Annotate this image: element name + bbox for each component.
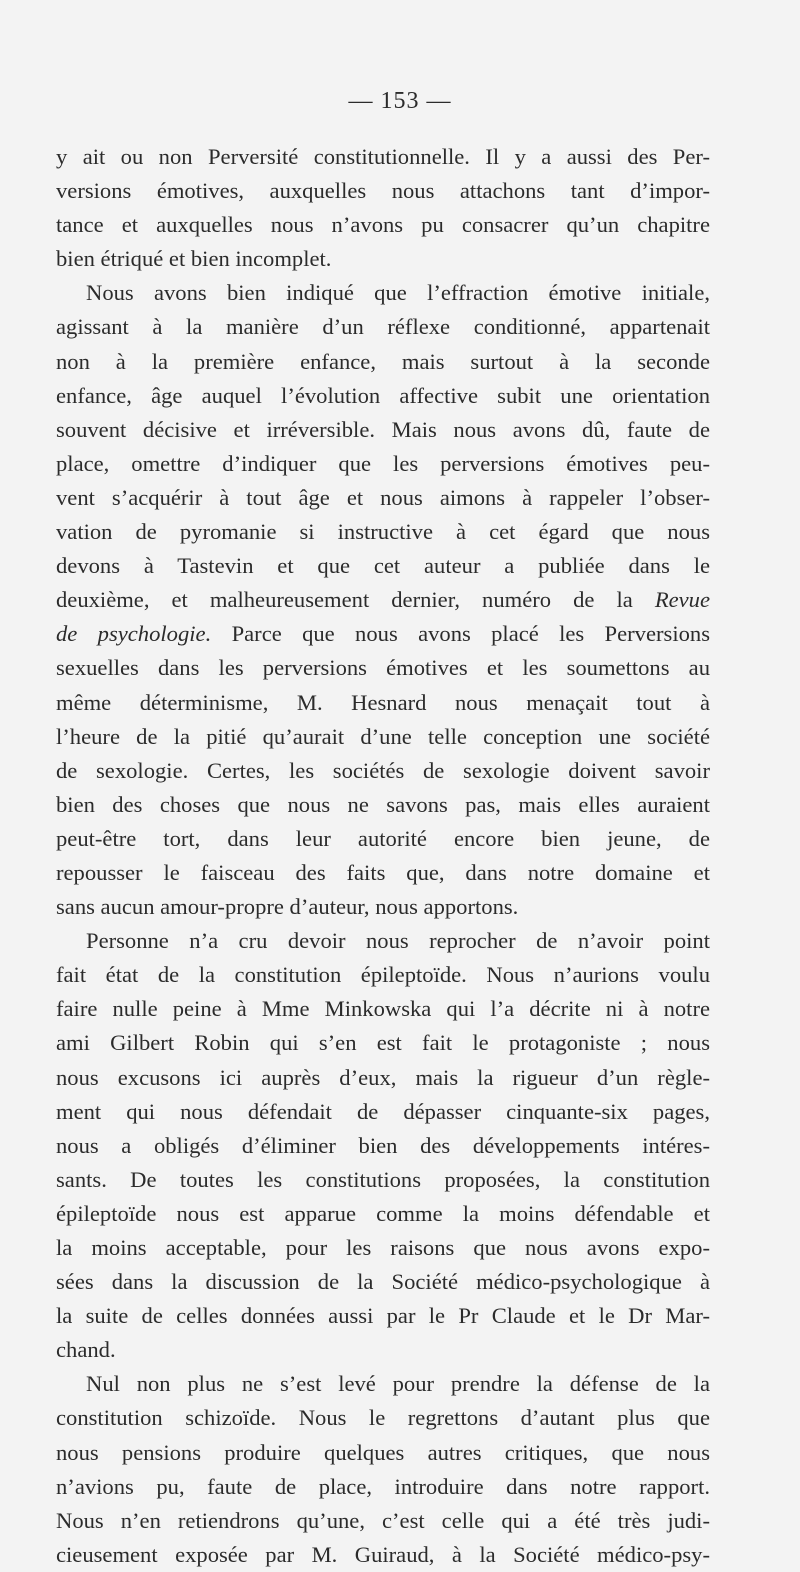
- text-line: [56, 1231, 710, 1265]
- text-line: [56, 720, 710, 754]
- text-line: [56, 1197, 710, 1231]
- line-text: nous pensions produire quelques autres critiques, que nous: [56, 1439, 710, 1465]
- text-line: [56, 447, 710, 481]
- text-line: [56, 1163, 710, 1197]
- text-line: [56, 822, 710, 856]
- line-text: même déterminisme, M. Hesnard nous menaçait tout à: [56, 689, 710, 715]
- line-text: la suite de celles données aussi par le Pr Claude et le Dr Mar-: [56, 1303, 710, 1329]
- text-line: [56, 1095, 710, 1129]
- text-line: [56, 651, 710, 685]
- line-text: constitution schizoïde. Nous le regrettons d’autant plus que: [56, 1405, 710, 1431]
- text-line: [56, 1538, 710, 1572]
- text-line: [56, 208, 710, 242]
- line-text: repousser le faisceau des faits que, dans notre domaine et: [56, 859, 710, 885]
- line-text: peut-être tort, dans leur autorité encore bien jeune, de: [56, 825, 710, 851]
- text-line: [56, 1436, 710, 1470]
- text-line: [56, 515, 710, 549]
- line-text: tance et auxquelles nous n’avons pu consacrer qu’un chapitre: [56, 212, 710, 238]
- text-line: [56, 924, 710, 958]
- text-line: [56, 1401, 710, 1435]
- line-text: Personne n’a cru devoir nous reprocher de n’avoir point: [86, 928, 710, 954]
- line-text: cieusement exposée par M. Guiraud, à la Société médico-psy-: [56, 1541, 710, 1567]
- line-text: l’heure de la pitié qu’aurait d’une telle conception une société: [56, 723, 710, 749]
- line-text: n’avions pu, faute de place, introduire dans notre rapport.: [56, 1473, 710, 1499]
- page-number: — 153 —: [348, 88, 452, 114]
- text-line: [56, 1026, 710, 1060]
- line-text: Nous n’en retiendrons qu’une, c’est celle qui a été très judi-: [56, 1507, 710, 1533]
- line-text: nous excusons ici auprès d’eux, mais la rigueur d’un règle-: [56, 1064, 710, 1090]
- line-text: fait état de la constitution épileptoïde. Nous n’aurions voulu: [56, 962, 710, 988]
- text-line: [56, 379, 710, 413]
- journal-title-italic: Revue: [654, 587, 710, 613]
- line-text: ment qui nous défendait de dépasser cinquante-six pages,: [56, 1098, 710, 1124]
- line-text: agissant à la manière d’un réflexe conditionné, appartenait: [56, 314, 710, 340]
- line-text: enfance, âge auquel l’évolution affective subit une orientation: [56, 382, 710, 408]
- line-text: ami Gilbert Robin qui s’en est fait le protagoniste ; nous: [56, 1030, 710, 1056]
- text-line: [56, 1504, 710, 1538]
- text-line: [56, 890, 710, 924]
- text-line: [56, 958, 710, 992]
- line-text: bien étriqué et bien incomplet.: [56, 246, 332, 272]
- line-text: faire nulle peine à Mme Minkowska qui l’a décrite ni à notre: [56, 996, 710, 1022]
- text-line: [56, 992, 710, 1026]
- text-line: [56, 856, 710, 890]
- line-text: deuxième, et malheureusement dernier, numéro de la: [56, 587, 633, 613]
- text-line: [56, 1333, 710, 1367]
- line-text: sées dans la discussion de la Société médico-psychologique à: [56, 1269, 710, 1295]
- text-line: [56, 1129, 710, 1163]
- line-text: Nous avons bien indiqué que l’effraction émotive initiale,: [86, 280, 710, 306]
- line-text: la moins acceptable, pour les raisons que nous avons expo-: [56, 1235, 710, 1260]
- line-text: versions émotives, auxquelles nous attachons tant d’impor-: [56, 178, 710, 204]
- text-line: [56, 1061, 710, 1095]
- line-text: y ait ou non Perversité constitutionnelle. Il y a aussi des Per-: [56, 144, 710, 169]
- text-line: [56, 345, 710, 379]
- line-text: sans aucun amour-propre d’auteur, nous apportons.: [56, 894, 519, 920]
- text-line: [56, 481, 710, 515]
- line-text: chand.: [56, 1337, 116, 1363]
- line-text: souvent décisive et irréversible. Mais nous avons dû, faute de: [56, 416, 710, 442]
- text-line: [56, 1470, 710, 1504]
- text-line: [56, 276, 710, 310]
- text-line: [56, 617, 710, 651]
- line-text: de sexologie. Certes, les sociétés de sexologie doivent savoir: [56, 757, 710, 783]
- line-text: sants. De toutes les constitutions proposées, la constitution: [56, 1166, 710, 1192]
- text-line: [56, 754, 710, 788]
- line-text: nous a obligés d’éliminer bien des développements intéres-: [56, 1132, 710, 1158]
- text-line: [56, 174, 710, 208]
- text-line: [56, 413, 710, 447]
- line-text: Parce que nous avons placé les Perversions: [211, 621, 710, 647]
- line-text: devons à Tastevin et que cet auteur a publiée dans le: [56, 553, 710, 579]
- line-text: vent s’acquérir à tout âge et nous aimons à rappeler l’obser-: [56, 484, 710, 510]
- body-text: [56, 140, 710, 1572]
- text-line: [56, 310, 710, 344]
- line-text: vation de pyromanie si instructive à cet égard que nous: [56, 519, 710, 545]
- line-text: épileptoïde nous est apparue comme la moins défendable et: [56, 1200, 710, 1226]
- text-line: [56, 1367, 710, 1401]
- text-line: [56, 1299, 710, 1333]
- text-line: [56, 549, 710, 583]
- text-line: [56, 788, 710, 822]
- text-line: [56, 242, 710, 276]
- text-line: [56, 140, 710, 174]
- line-text: Nul non plus ne s’est levé pour prendre la défense de la: [86, 1371, 710, 1397]
- text-line: [56, 1265, 710, 1299]
- line-text: non à la première enfance, mais surtout à la seconde: [56, 348, 710, 374]
- text-line: [56, 583, 710, 617]
- line-text: bien des choses que nous ne savons pas, mais elles auraient: [56, 791, 710, 817]
- text-line: [56, 686, 710, 720]
- line-text: place, omettre d’indiquer que les perversions émotives peu-: [56, 450, 710, 476]
- journal-title-italic: de psychologie.: [56, 621, 212, 647]
- line-text: sexuelles dans les perversions émotives et les soumettons au: [56, 655, 710, 681]
